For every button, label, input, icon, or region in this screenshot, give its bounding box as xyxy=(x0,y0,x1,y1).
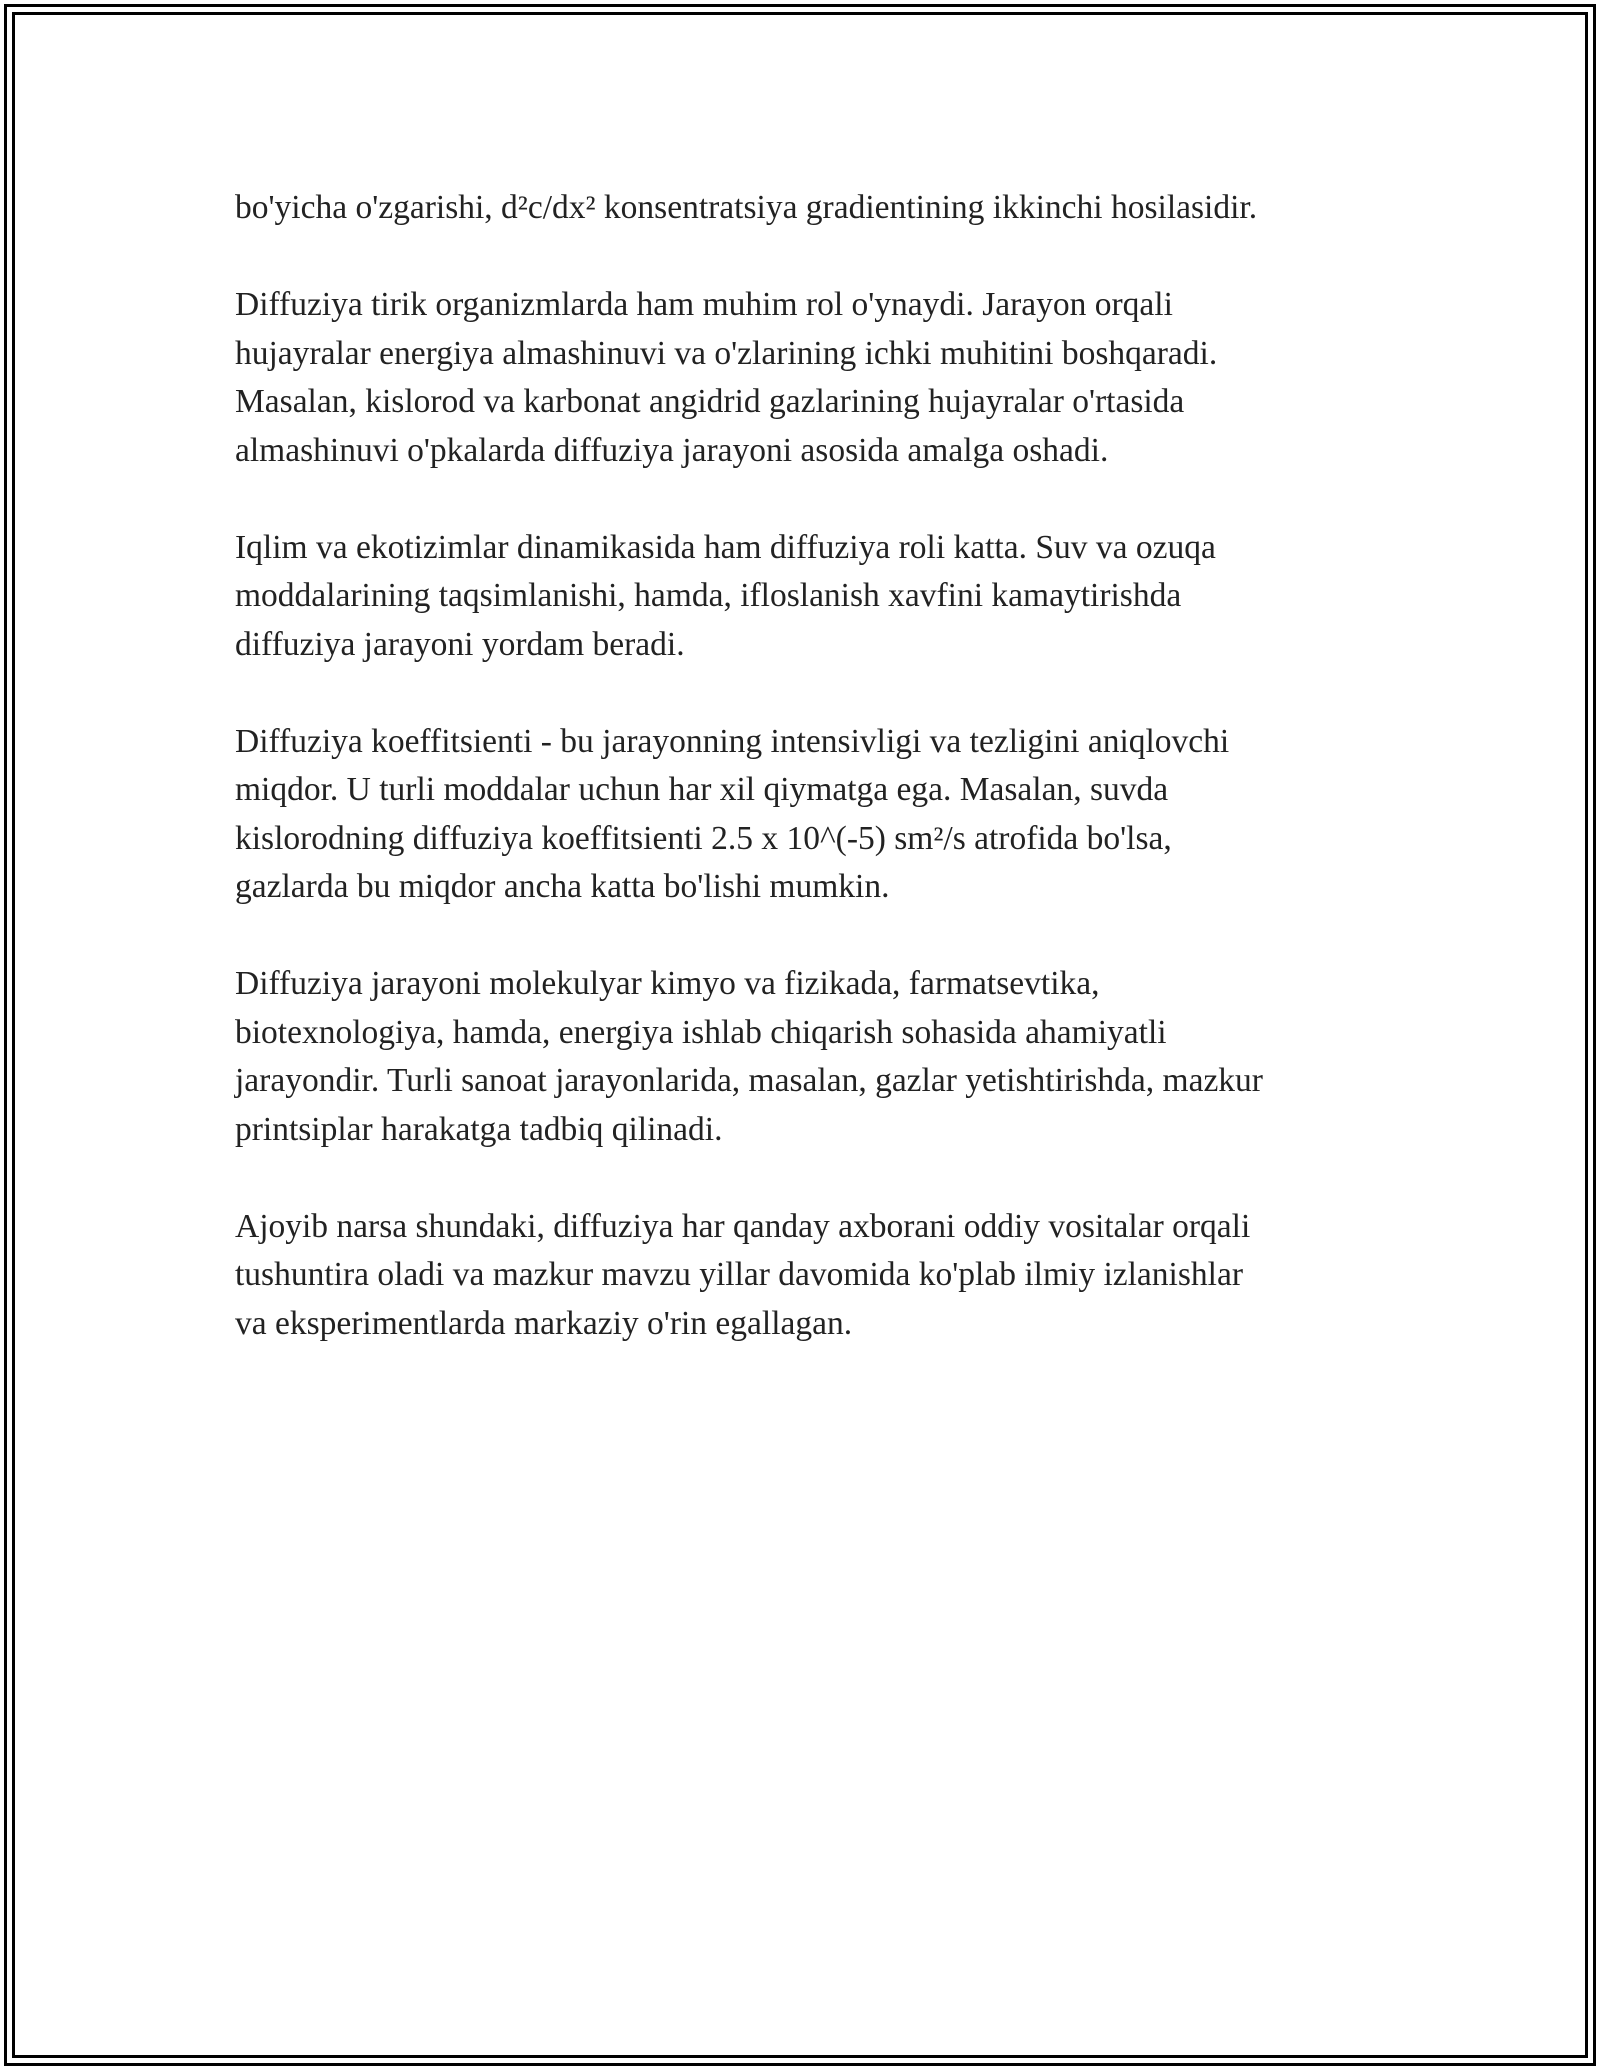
text-line: miqdor. U turli moddalar uchun har xil qiymatga ega. Masalan, suvda xyxy=(235,771,1169,808)
text-line: Diffuziya tirik organizmlarda ham muhim rol o'ynaydi. Jarayon orqali xyxy=(235,286,1173,323)
text-line: Diffuziya koeffitsienti - bu jarayonning intensivligi va tezligini aniqlovchi xyxy=(235,722,1230,760)
text-line: kislorodning diffuziya koeffitsienti 2.5 x 10^(-5) sm²/s atrofida bo'lsa, xyxy=(235,819,1172,857)
paragraph-2 xyxy=(235,281,1395,475)
text-line: gazlarda bu miqdor ancha katta bo'lishi mumkin. xyxy=(235,868,890,905)
text-line: va eksperimentlarda markaziy o'rin egallagan. xyxy=(235,1304,853,1342)
paragraph-6 xyxy=(235,1203,1395,1349)
document-body xyxy=(235,184,1395,1397)
text-line: almashinuvi o'pkalarda diffuziya jarayoni asosida amalga oshadi. xyxy=(235,431,1109,469)
text-line: hujayralar energiya almashinuvi va o'zlarining ichki muhitini boshqaradi. xyxy=(235,334,1218,372)
paragraph-3 xyxy=(235,524,1395,670)
text-line: moddalarining taqsimlanishi, hamda, ifloslanish xavfini kamaytirishda xyxy=(235,577,1182,614)
text-line: tushuntira oladi va mazkur mavzu yillar davomida ko'plab ilmiy izlanishlar xyxy=(235,1256,1243,1293)
paragraph-5 xyxy=(235,960,1395,1154)
text-line: Iqlim va ekotizimlar dinamikasida ham diffuziya roli katta. Suv va ozuqa xyxy=(235,528,1216,566)
paragraph-1 xyxy=(235,184,1395,233)
paragraph-4 xyxy=(235,718,1395,912)
text-line: Diffuziya jarayoni molekulyar kimyo va fizikada, farmatsevtika, xyxy=(235,965,1100,1002)
text-line: Ajoyib narsa shundaki, diffuziya har qanday axborani oddiy vositalar orqali xyxy=(235,1207,1251,1245)
text-line: jarayondir. Turli sanoat jarayonlarida, masalan, gazlar yetishtirishda, mazkur xyxy=(235,1062,1263,1099)
text-line: bo'yicha o'zgarishi, d²c/dx² konsentratsiya gradientining ikkinchi hosilasidir. xyxy=(235,189,1258,226)
text-line: biotexnologiya, hamda, energiya ishlab chiqarish sohasida ahamiyatli xyxy=(235,1013,1167,1051)
text-line: diffuziya jarayoni yordam beradi. xyxy=(235,625,685,663)
text-line: printsiplar harakatga tadbiq qilinadi. xyxy=(235,1110,723,1148)
text-line: Masalan, kislorod va karbonat angidrid gazlarining hujayralar o'rtasida xyxy=(235,383,1185,420)
